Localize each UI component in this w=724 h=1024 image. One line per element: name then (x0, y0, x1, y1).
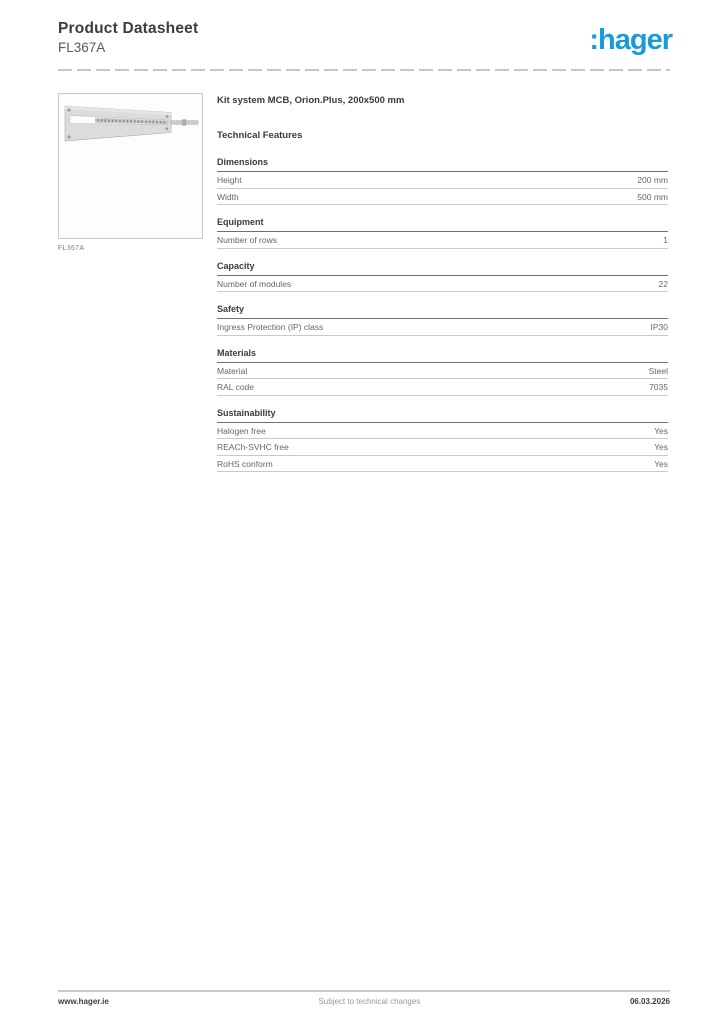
spec-sections (217, 157, 668, 472)
page-header (58, 20, 198, 55)
spec-value: 500 mm (637, 191, 668, 202)
footer-divider (58, 990, 670, 992)
product-image (58, 93, 203, 239)
spec-label: RAL code (217, 382, 255, 392)
footer-date: 06.03.2026 (629, 997, 670, 1006)
spec-label: Material (217, 365, 248, 376)
section-title: Dimensions (217, 157, 668, 172)
spec-value: 1 (663, 235, 668, 245)
spec-label: Ingress Protection (IP) class (217, 322, 324, 332)
spec-value: 7035 (649, 382, 668, 392)
spec-value: Yes (654, 425, 668, 436)
spec-label: Halogen free (217, 425, 266, 436)
spec-row (217, 363, 668, 380)
spec-row (217, 319, 668, 336)
section-sustainability (217, 408, 668, 473)
footer-website: www.hager.ie (58, 997, 109, 1006)
spec-value: 200 mm (637, 175, 668, 185)
spec-value: Yes (654, 458, 668, 469)
spec-row (217, 172, 668, 189)
spec-row (217, 423, 668, 440)
spec-row (217, 232, 668, 249)
spec-label: REACh-SVHC free (217, 442, 289, 452)
header-divider (58, 69, 670, 71)
kit-panel-photo-icon (59, 94, 202, 238)
spec-row (217, 189, 668, 206)
spec-value: Steel (648, 365, 668, 376)
spec-label: Number of rows (217, 235, 277, 245)
section-safety (217, 304, 668, 336)
spec-value: 22 (658, 278, 668, 289)
spec-row (217, 379, 668, 396)
page-footer (58, 997, 670, 1006)
spec-label: Width (217, 191, 239, 202)
section-title: Materials (217, 348, 668, 363)
spec-column (217, 95, 668, 484)
section-materials (217, 348, 668, 396)
spec-row (217, 276, 668, 293)
section-dimensions (217, 157, 668, 205)
section-title: Capacity (217, 261, 668, 276)
footer-notice: Subject to technical changes (318, 997, 421, 1006)
section-title: Safety (217, 304, 668, 319)
section-equipment (217, 217, 668, 249)
spec-value: IP30 (650, 322, 668, 332)
spec-label: Height (217, 175, 242, 185)
hager-logo: :hager (589, 24, 672, 56)
section-capacity (217, 261, 668, 293)
spec-label: RoHS conform (217, 458, 273, 469)
technical-features-heading: Technical Features (217, 130, 303, 141)
product-title: Kit system MCB, Orion.Plus, 200x500 mm (217, 95, 405, 106)
product-reference: FL367A (58, 40, 106, 55)
spec-row (217, 439, 668, 456)
spec-label: Number of modules (217, 278, 292, 289)
spec-value: Yes (654, 442, 668, 452)
spec-row (217, 456, 668, 473)
section-title: Sustainability (217, 408, 668, 423)
image-caption: FL367A (58, 245, 85, 252)
document-title: Product Datasheet (58, 20, 199, 37)
section-title: Equipment (217, 217, 668, 232)
